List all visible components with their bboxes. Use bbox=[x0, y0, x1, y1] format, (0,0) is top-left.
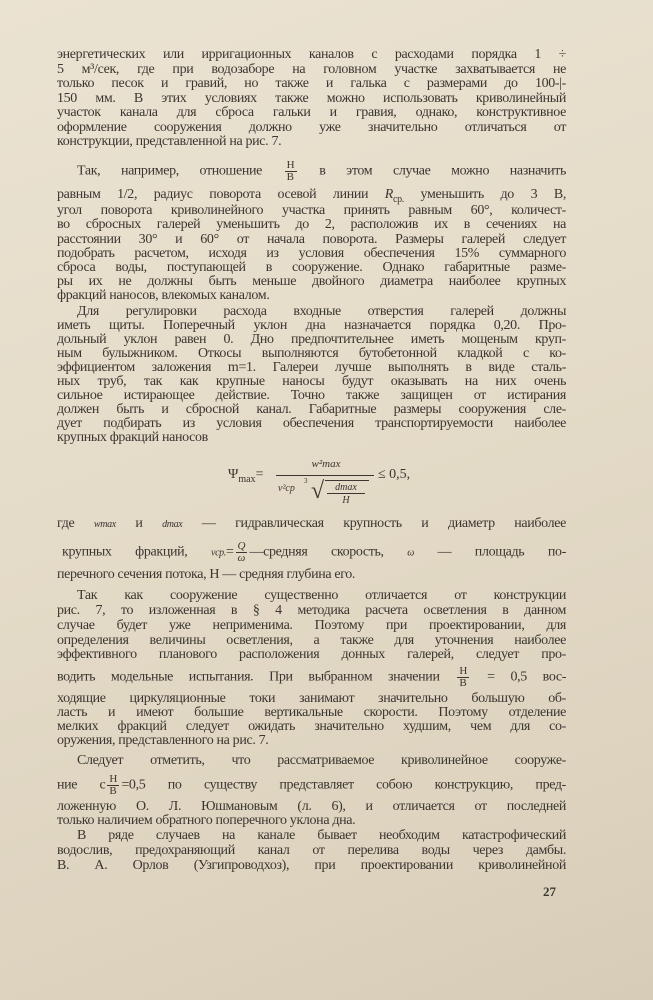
text-line: крупных фракций наносов bbox=[57, 430, 208, 445]
text-line: Для регулировки расхода входные отверстия галерей должны bbox=[77, 304, 566, 319]
text-line: ложенную О. Л. Юшмановым (л. 6), и отличается от последней bbox=[57, 799, 566, 814]
text-line: расстоянии 30° и 60° от начала поворота. Размеры галерей следует bbox=[57, 232, 566, 247]
text-line: 5 м³/сек, где при водозаборе на головном участке захватывается не bbox=[57, 62, 566, 77]
formula-relation: ≤ 0,5, bbox=[378, 467, 411, 482]
radical-bar bbox=[325, 480, 369, 481]
text-line-with-fraction: ние с $\frac{H}{B}$ =0,5 по существу представляет собою конструкцию, пред- bbox=[57, 773, 566, 797]
text-line: должен быть и сбросной канал. Габаритные размеры сооружения сле- bbox=[57, 402, 566, 417]
fraction: $\frac{H}{B}$ bbox=[459, 665, 468, 689]
text-line: В ряде случаев на канале бывает необходим катастрофический bbox=[77, 828, 566, 843]
denominator: B bbox=[286, 171, 295, 183]
v-cp: vср. bbox=[210, 547, 226, 559]
formula-velocity: v²cp bbox=[278, 483, 295, 494]
text-line: сильное истирающее действие. Точно также защищен от истирания bbox=[57, 388, 566, 403]
symbol-r: $R_{ср.}$ bbox=[384, 187, 404, 205]
text: уменьшить до 3 В, bbox=[420, 187, 567, 202]
fraction bbox=[285, 160, 297, 183]
text-line-with-fraction bbox=[77, 160, 566, 183]
text-line: эффициентом заложения m=1. Галереи лучше выполнять в виде сталь- bbox=[57, 360, 566, 375]
formula-numerator: w²max bbox=[311, 458, 341, 470]
text-line: ры их не должны быть меньше двойного диаметра наиболее крупных bbox=[57, 274, 566, 289]
root-denominator: H bbox=[342, 495, 350, 506]
root-numerator: dmax bbox=[327, 482, 365, 494]
text-line: только наличием обратного поперечного уклона дна. bbox=[57, 813, 356, 828]
text-line: Так как сооружение существенно отличается от конструкции bbox=[77, 588, 566, 603]
numerator: H bbox=[286, 159, 295, 171]
text-line: оформление сооружения должно уже значительно отличаться от bbox=[57, 120, 566, 135]
text-line: эффективного планового расположения донных галерей, следует про- bbox=[57, 647, 566, 662]
text-line: где wmax и dmax — гидравлическая крупность и диаметр наиболее bbox=[57, 516, 567, 531]
text-line: подобрать расчетом, исходя из условия обеспечения 15% суммарного bbox=[57, 246, 566, 261]
text-line: оружения, представленного на рис. 7. bbox=[57, 733, 269, 748]
text-line: дует подбирать из условия обеспечения транспортируемости наиболее bbox=[57, 416, 566, 431]
text-line: ходящие циркуляционные токи занимают значительно большую об- bbox=[57, 691, 566, 706]
text-line: ных труб, так как крупные наносы будут оказывать на них очень bbox=[57, 374, 566, 389]
text-line-with-fraction: водить модельные испытания. При выбранном значении $\frac{H}{B}$ = 0,5 вос- bbox=[57, 665, 567, 689]
text: Так, например, отношение bbox=[77, 163, 263, 179]
formula bbox=[228, 458, 411, 508]
text-line: случае будет уже неприменима. Поэтому при проектировании, для bbox=[57, 618, 566, 633]
fraction: $\frac{H}{B}$ bbox=[109, 773, 118, 797]
root-index: 3 bbox=[304, 477, 308, 485]
text-line: В. А. Орлов (Узгипроводхоз), при проектировании криволинейной bbox=[57, 858, 566, 873]
text-line: конструкции, представленной на рис. 7. bbox=[57, 134, 282, 149]
text-line: 150 мм. В этих условиях также можно использовать криволинейный bbox=[57, 91, 566, 106]
text-line: водослив, предохраняющий канал от перелива воды через дамбы. bbox=[57, 843, 566, 858]
text: равным 1/2, радиус поворота осевой линии bbox=[57, 187, 369, 202]
text-line: ным булыжником. Откосы выполняются бутобетонной кладкой с ко- bbox=[57, 346, 566, 361]
text-line: только песок и гравий, но также и галька с размерами до 100-|- bbox=[57, 76, 566, 91]
text-line: сброса воды, поступающей в сооружение. Однако габаритные разме- bbox=[57, 260, 566, 275]
page-number: 27 bbox=[543, 884, 556, 899]
text-line: энергетических или ирригационных каналов с расходами порядка 1 ÷ bbox=[57, 47, 566, 62]
text-line: фракций наносов, влекомых каналом. bbox=[57, 288, 270, 303]
text-line: ласть и имеют большие вертикальные скорости. Поэтому отделение bbox=[57, 705, 566, 720]
text: в этом случае можно назначить bbox=[319, 163, 567, 179]
text-line: во сбросных галерей уменьшить до 2, расположив их в сечениях на bbox=[57, 217, 566, 232]
w-max: wmax bbox=[93, 519, 116, 530]
fraction: $\frac{Q}{\omega}$ bbox=[237, 540, 246, 564]
fraction-bar bbox=[276, 475, 374, 476]
text-line: перечного сечения потока, H — средняя глубина его. bbox=[57, 567, 356, 582]
d-max: dmax bbox=[162, 519, 183, 530]
text-line: мелких фракций следует ожидать значительно худшим, чем для со- bbox=[57, 719, 566, 734]
text-line: угол поворота криволинейного участка принять равным 60°, количест- bbox=[57, 203, 566, 218]
text-line: иметь щиты. Поперечный уклон дна назначается порядка 0,20. Про- bbox=[57, 318, 566, 333]
text-line: дольный уклон равен 0. Дно предпочтительнее иметь мощеным круп- bbox=[57, 332, 566, 347]
text-line: рис. 7, то изложенная в § 4 методика расчета осветления в данном bbox=[57, 603, 566, 618]
text-line: определения величины осветления, а также для уточнения наиболее bbox=[57, 633, 566, 648]
formula-lhs: $\Psi_{max}=$ bbox=[228, 467, 264, 485]
radical-sign: √ bbox=[311, 478, 325, 504]
text-line: Следует отметить, что рассматриваемое криволинейное сооруже- bbox=[77, 753, 566, 768]
text-line-with-fraction: крупных фракций, vср.= $\frac{Q}{\omega}$ —средняя скорость, ω — площадь по- bbox=[62, 540, 567, 564]
text-line: участок канала для сброса гальки и гравия, однако, конструктивное bbox=[57, 105, 566, 120]
